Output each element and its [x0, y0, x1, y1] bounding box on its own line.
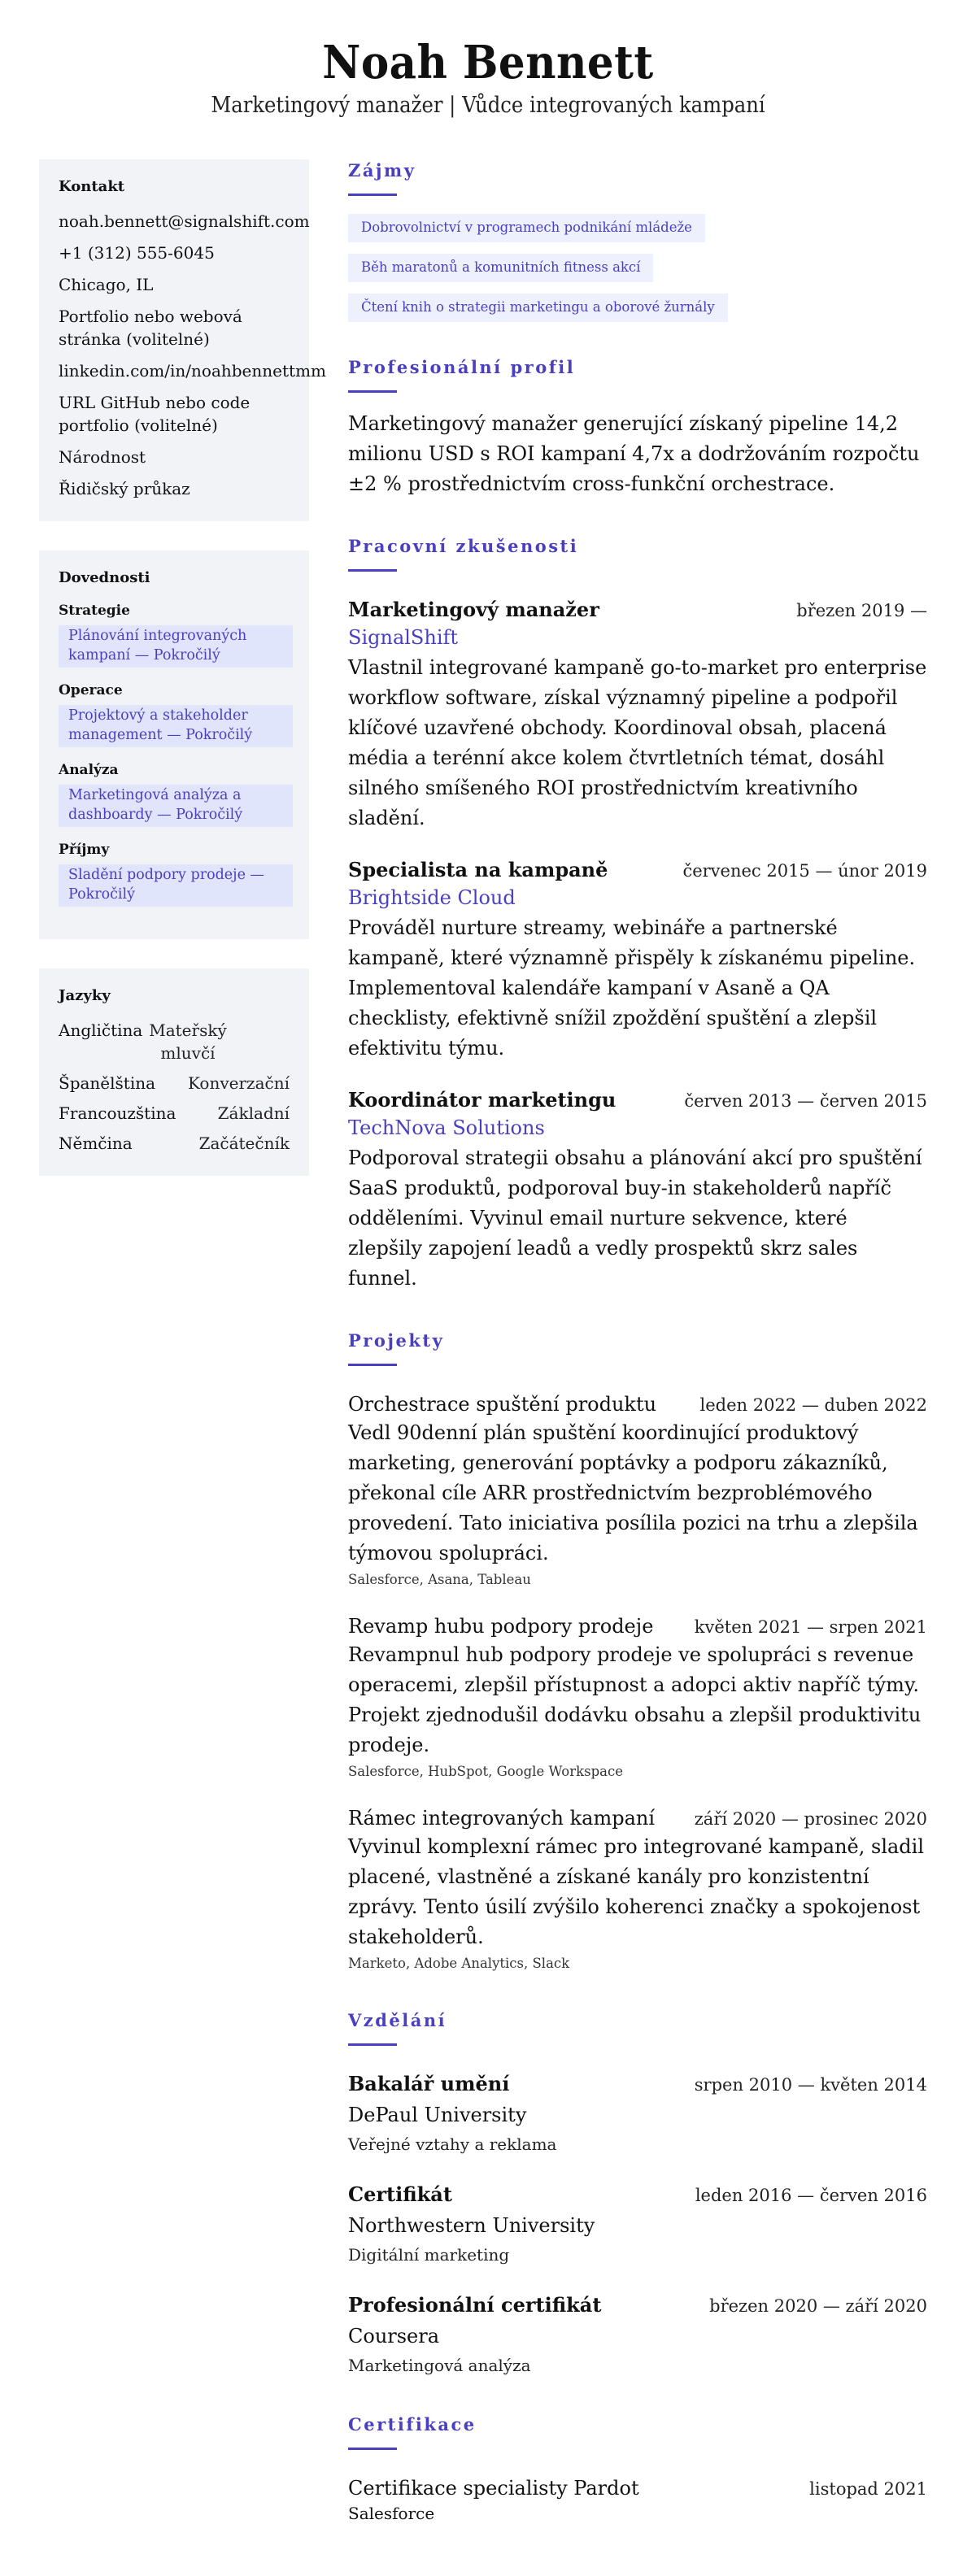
resume-body [39, 159, 927, 2541]
language-name: Němčina [59, 1134, 133, 1153]
language-row [59, 1019, 290, 1064]
section-title: Pracovní zkušenosti [348, 536, 579, 556]
job-description: Podporoval strategii obsahu a plánování akcí pro spuštění SaaS produktů, podporoval buy-in stakeholderů napříč odděleními. Vyvinul email nurture sekvence, které zlepšily zapojení leadů a vedly prospektů skrz sales funnel. [348, 1147, 922, 1290]
interest-chip: Běh maratonů a komunitních fitness akcí [348, 254, 653, 282]
candidate-name: Noah Bennett [322, 36, 654, 89]
skills-card [39, 550, 309, 939]
interests-section [348, 159, 927, 333]
experience-entry [348, 1086, 927, 1294]
skill-group-revenue: Příjmy [59, 842, 110, 858]
certifications-section [348, 2413, 927, 2525]
projects-section [348, 1329, 927, 1973]
contact-title: Kontakt [59, 178, 125, 195]
section-divider [348, 2043, 397, 2046]
school-name: Coursera [348, 2325, 440, 2348]
education-section [348, 2009, 927, 2378]
certification-title: Certifikace specialisty Pardot [348, 2477, 639, 2500]
section-divider [348, 2448, 397, 2450]
degree-title: Bakalář umění [348, 2072, 510, 2095]
project-title: Revamp hubu podpory prodeje [348, 1615, 654, 1638]
field-of-study: Marketingová analýza [348, 2356, 531, 2375]
interest-chip: Dobrovolnictví v programech podnikání mládeže [348, 214, 705, 242]
resume-header [0, 0, 976, 120]
project-title: Orchestrace spuštění produktu [348, 1393, 657, 1416]
profile-section [348, 356, 927, 499]
language-level: Mateřský mluvčí [149, 1020, 227, 1063]
skill-group-strategy: Strategie [59, 603, 130, 619]
degree-title: Certifikát [348, 2182, 452, 2206]
project-entry [348, 1612, 927, 1782]
section-title: Zájmy [348, 160, 416, 181]
project-dates: září 2020 — prosinec 2020 [694, 1809, 927, 1829]
field-of-study: Veřejné vztahy a reklama [348, 2134, 557, 2154]
contact-driving-license: Řidičský průkaz [59, 479, 190, 498]
company-name: Brightside Cloud [348, 886, 516, 909]
section-title: Projekty [348, 1330, 445, 1351]
section-divider [348, 390, 397, 393]
language-name: Francouzština [59, 1103, 176, 1123]
job-title: Koordinátor marketingu [348, 1088, 617, 1112]
education-dates: srpen 2010 — květen 2014 [694, 2075, 927, 2095]
section-divider [348, 569, 397, 572]
language-row [59, 1132, 290, 1155]
section-title: Certifikace [348, 2414, 477, 2435]
skills-title: Dovednosti [59, 569, 150, 586]
languages-title: Jazyky [59, 987, 111, 1004]
contact-linkedin[interactable]: linkedin.com/in/noahbennettmm [59, 361, 326, 381]
main-content [348, 159, 927, 2541]
project-description: Revampnul hub podpory prodeje ve spolupráci s revenue operacemi, zlepšil přístupnost a adopci aktiv napříč týmy. Projekt zjednodušil dodávku obsahu a zlepšil produktivitu prodeje. [348, 1643, 922, 1756]
certification-entry [348, 2474, 927, 2525]
company-name: SignalShift [348, 626, 459, 649]
language-name: Španělština [59, 1073, 156, 1093]
interest-chip: Čtení knih o strategii marketingu a oborové žurnály [348, 294, 728, 322]
job-title: Specialista na kampaně [348, 858, 608, 881]
school-name: DePaul University [348, 2104, 527, 2126]
language-level: Základní [217, 1103, 290, 1123]
experience-section [348, 535, 927, 1294]
candidate-headline: Marketingový manažer | Vůdce integrovaných kampaní [211, 93, 765, 118]
education-dates: březen 2020 — září 2020 [709, 2296, 927, 2316]
profile-summary: Marketingový manažer generující získaný pipeline 14,2 milionu USD s ROI kampaní 4,7x a dodržováním rozpočtu ±2 % prostřednictvím cross-funkční orchestrace. [348, 412, 920, 495]
education-entry [348, 2070, 927, 2156]
education-entry [348, 2291, 927, 2378]
education-dates: leden 2016 — červen 2016 [695, 2186, 927, 2205]
certification-date: listopad 2021 [809, 2479, 927, 2499]
field-of-study: Digitální marketing [348, 2245, 510, 2265]
skill-chip: Marketingová analýza a dashboardy — Pokročilý [59, 785, 293, 827]
language-level: Začátečník [198, 1134, 290, 1153]
job-title: Marketingový manažer [348, 598, 599, 621]
contact-github[interactable]: URL GitHub nebo code portfolio (volitelné) [59, 393, 251, 435]
job-dates: březen 2019 — [796, 601, 927, 620]
sidebar [39, 159, 326, 2541]
project-tools: Salesforce, Asana, Tableau [348, 1572, 531, 1587]
project-entry [348, 1390, 927, 1590]
skill-chip: Sladění podpory prodeje — Pokročilý [59, 864, 293, 907]
languages-card [39, 968, 309, 1176]
language-row [59, 1102, 290, 1125]
project-tools: Salesforce, HubSpot, Google Workspace [348, 1764, 624, 1779]
contact-phone[interactable]: +1 (312) 555-6045 [59, 243, 215, 263]
contact-location: Chicago, IL [59, 275, 154, 294]
project-description: Vyvinul komplexní rámec pro integrované kampaně, sladil placené, vlastněné a získané kanály pro konzistentní zprávy. Tento úsilí zvýšilo koherenci značky a spokojenost stakeholderů. [348, 1835, 925, 1948]
contact-email[interactable]: noah.bennett@signalshift.com [59, 211, 310, 231]
section-divider [348, 194, 397, 196]
section-divider [348, 1364, 397, 1366]
experience-entry [348, 856, 927, 1064]
contact-nationality: Národnost [59, 447, 146, 467]
project-dates: květen 2021 — srpen 2021 [694, 1617, 927, 1637]
job-dates: červenec 2015 — únor 2019 [682, 861, 927, 881]
experience-entry [348, 596, 927, 833]
project-tools: Marketo, Adobe Analytics, Slack [348, 1956, 570, 1971]
education-entry [348, 2181, 927, 2267]
certification-issuer: Salesforce [348, 2504, 435, 2523]
contact-portfolio[interactable]: Portfolio nebo webová stránka (volitelné) [59, 307, 242, 349]
job-description: Vlastnil integrované kampaně go-to-market pro enterprise workflow software, získal významný pipeline a podpořil klíčové uzavřené obchody. Koordinoval obsah, placená média a terénní akce kolem čtvrtletních témat, dosáhl silného smíšeného ROI prostřednictvím kreativního sladění. [348, 656, 927, 829]
contact-card [39, 159, 326, 521]
section-title: Profesionální profil [348, 357, 576, 377]
degree-title: Profesionální certifikát [348, 2293, 602, 2317]
company-name: TechNova Solutions [348, 1116, 545, 1139]
section-title: Vzdělání [348, 2010, 447, 2030]
project-description: Vedl 90denní plán spuštění koordinující produktový marketing, generování poptávky a podporu zákazníků, překonal cíle ARR prostřednictvím bezproblémového provedení. Tato iniciativa posílila pozici na trhu a zlepšila týmovou spolupráci. [348, 1421, 918, 1564]
skill-group-analysis: Analýza [59, 762, 119, 778]
skill-chip: Projektový a stakeholder management — Pokročilý [59, 705, 293, 747]
job-description: Prováděl nurture streamy, webináře a partnerské kampaně, které významně přispěly k získanému pipeline. Implementoval kalendáře kampaní v Asaně a QA checklisty, efektivně snížil zpoždění spuštění a zlepšil efektivitu týmu. [348, 916, 916, 1060]
project-entry [348, 1804, 927, 1973]
language-name: Angličtina [59, 1020, 143, 1040]
project-title: Rámec integrovaných kampaní [348, 1807, 656, 1830]
language-row [59, 1072, 290, 1094]
skill-group-operations: Operace [59, 682, 123, 698]
skill-chip: Plánování integrovaných kampaní — Pokročilý [59, 625, 293, 668]
language-level: Konverzační [188, 1073, 290, 1093]
job-dates: červen 2013 — červen 2015 [684, 1091, 927, 1111]
school-name: Northwestern University [348, 2214, 595, 2237]
interest-list [348, 214, 927, 333]
project-dates: leden 2022 — duben 2022 [699, 1395, 927, 1415]
